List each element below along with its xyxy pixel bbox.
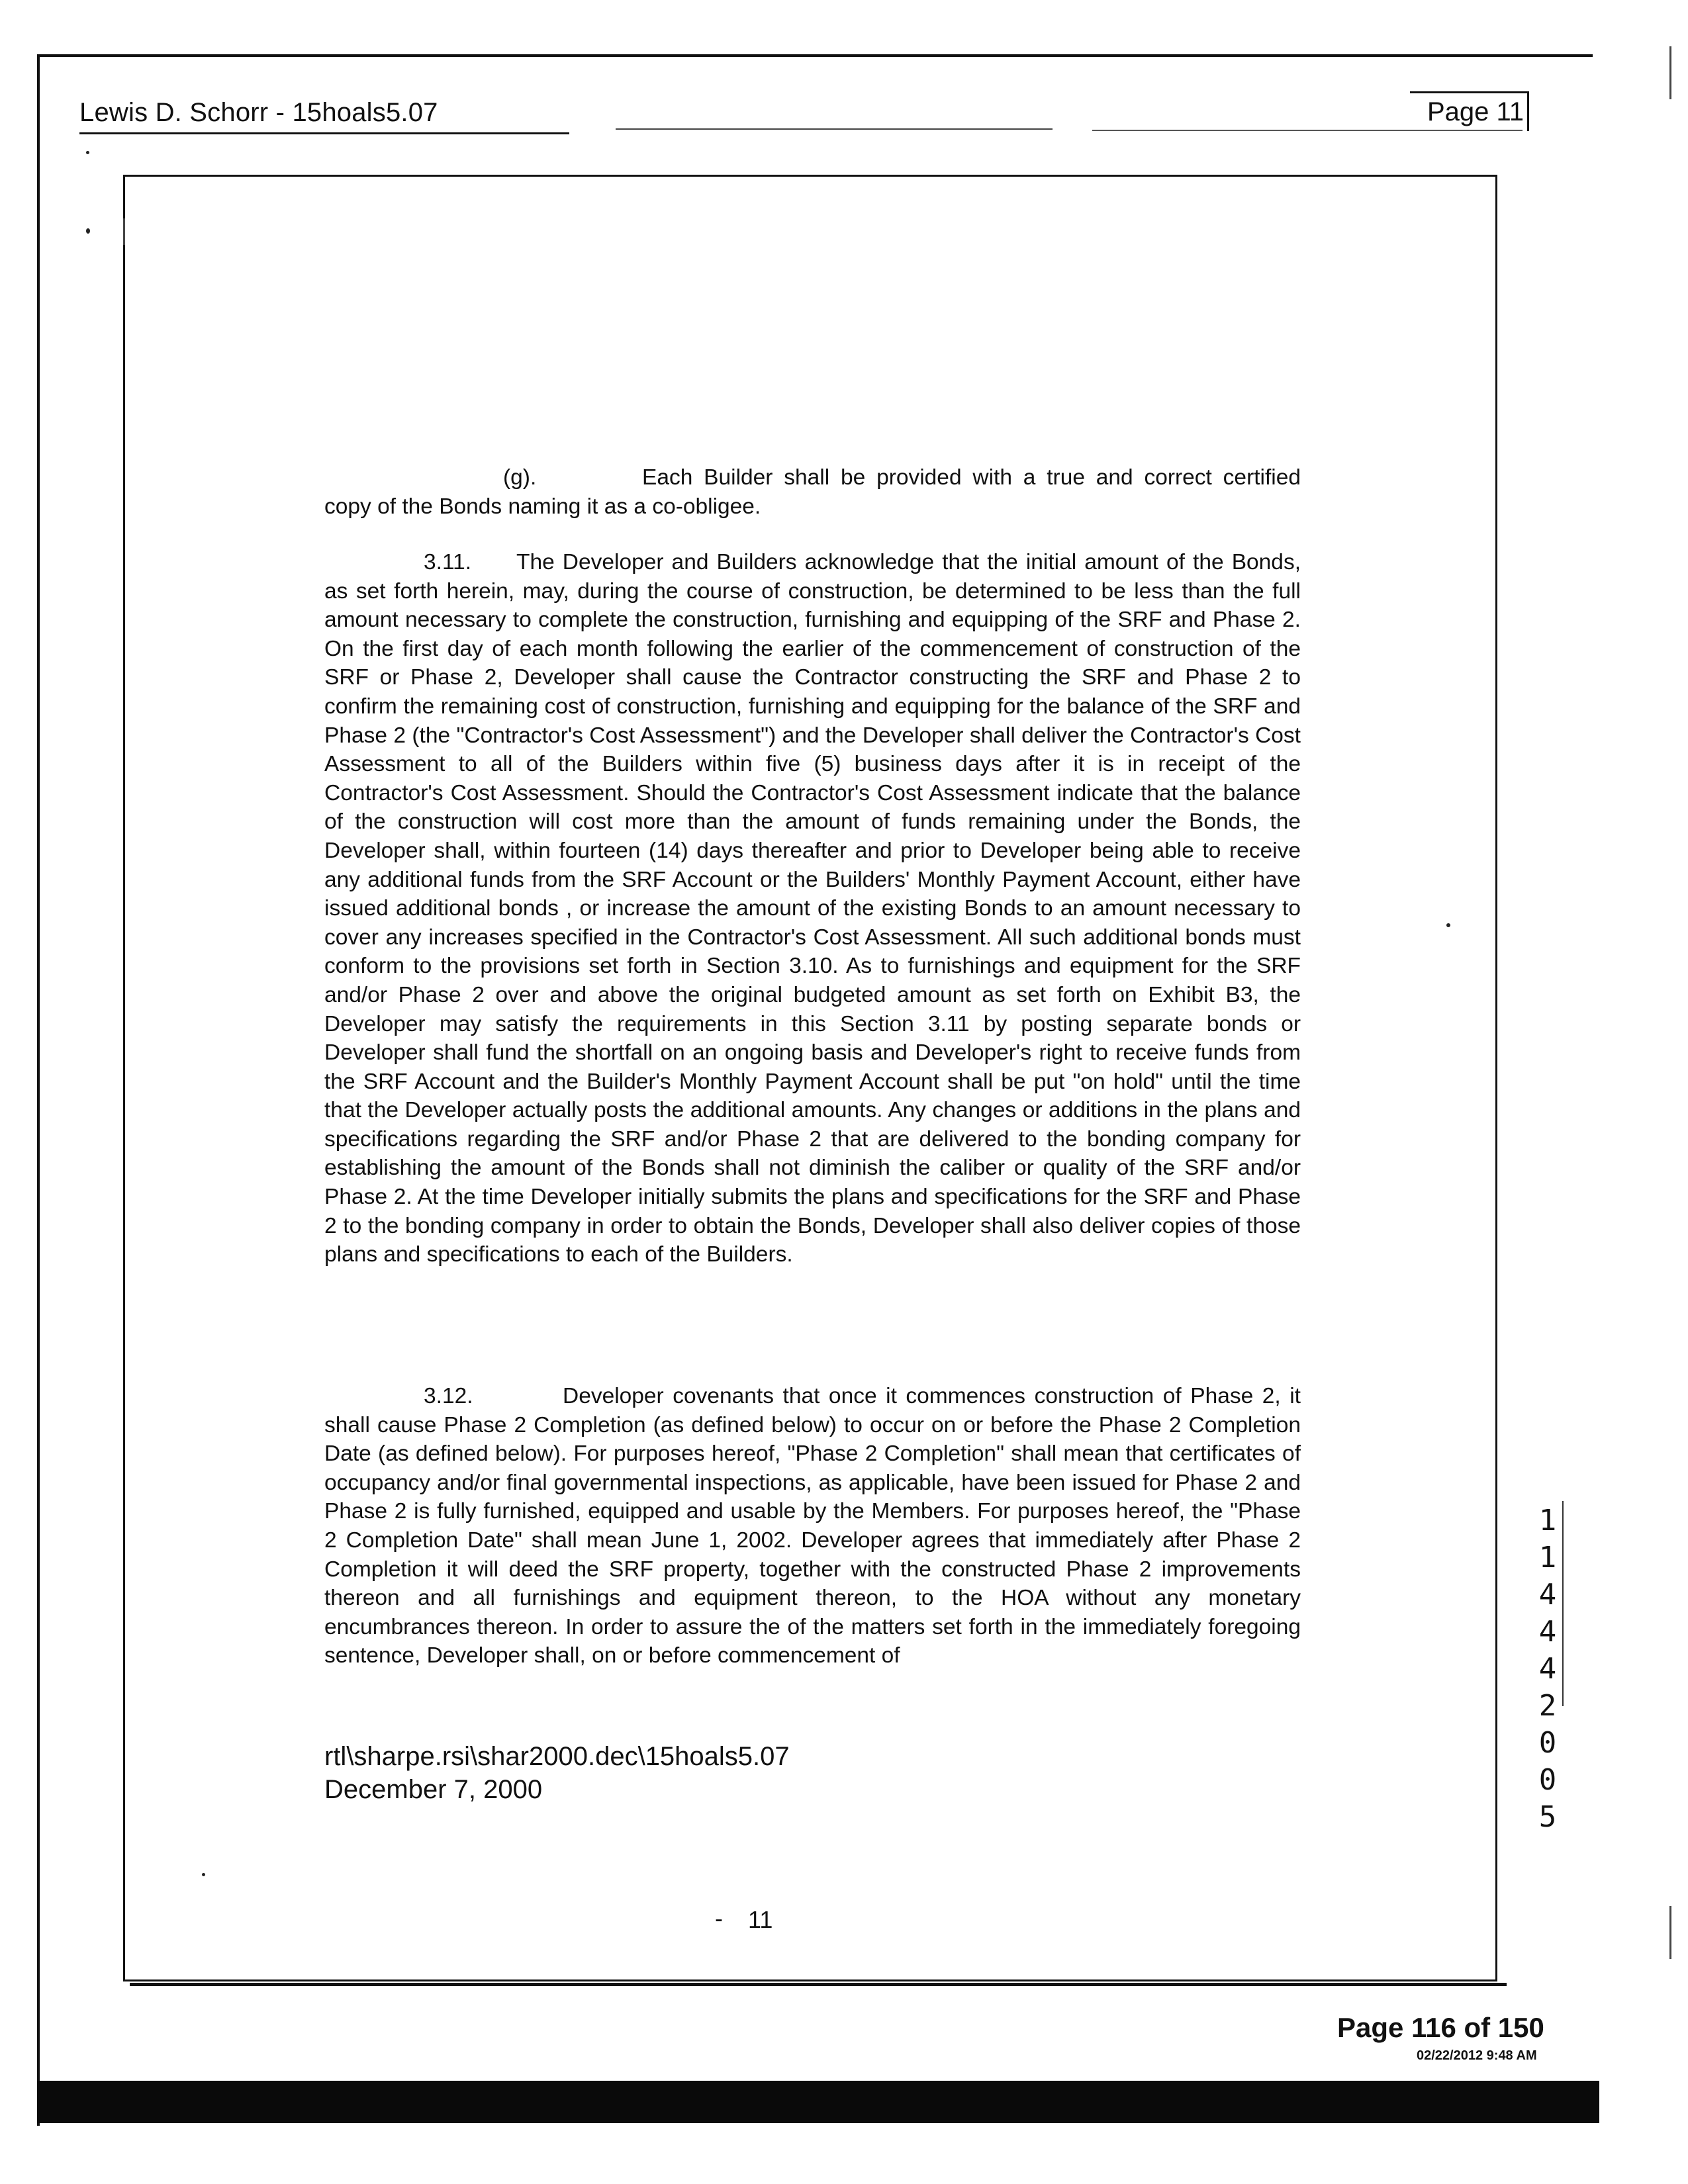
bates-stamp [1534,1502,1561,1836]
paragraph-3-11-text: The Developer and Builders acknowledge that the initial amount of the Bonds, as set forth herein, may, during the course of construction, be determined to be less than the full amount necessary to complete the construction, furnishing and equipping of the SRF and Phase 2. On the first day of each month following the earlier of the commencement of construction of the SRF or Phase 2, Developer shall cause the Contractor constructing the SRF and Phase 2 to confirm the remaining cost of construction, furnishing and equipping for the balance of the SRF and Phase 2 (the "Contractor's Cost Assessment") and the Developer shall deliver the Contractor's Cost Assessment to all of the Builders within five (5) business days after it is in receipt of the Contractor's Cost Assessment. Should the Contractor's Cost Assessment indicate that the balance of the construction will cost more than the amount of funds remaining under the Bonds, the Developer shall, within fourteen (14) days thereafter and prior to Developer being able to receive any additional funds from the SRF Account or the Builders' Monthly Payment Account, either have issued additional bonds , or increase the amount of the existing Bonds to an amount necessary to cover any increases specified in the Contractor's Cost Assessment. All such additional bonds must conform to the provisions set forth in Section 3.10. As to furnishings and equipment for the SRF and/or Phase 2 over and above the original budgeted amount as set forth on Exhibit B3, the Developer may satisfy the requirements in this Section 3.11 by posting separate bonds or Developer shall fund the shortfall on an ongoing basis and Developer's right to receive funds from the SRF Account and the Builder's Monthly Payment Account shall be put "on hold" until the time that the Developer actually posts the additional amounts. Any changes or additions in the plans and specifications regarding the SRF and/or Phase 2 that are delivered to the bonding company for establishing the amount of the Bonds shall not diminish the caliber or quality of the SRF and/or Phase 2. At the time Developer initially submits the plans and specifications for the SRF and Phase 2 to the bonding company in order to obtain the Bonds, Developer shall also deliver copies of those plans and specifications to each of the Builders. [324,550,1301,1267]
header-page-tab: Page 11 [1410,91,1529,131]
page-number-dash: - [715,1905,723,1932]
header-title: Lewis D. Schorr - 15hoals5.07 [79,98,438,127]
scan-speck [1446,923,1450,927]
paragraph-g-text: Each Builder shall be provided with a true and correct certified copy of the Bonds naming it as a co-obligee. [324,465,1301,519]
paragraph-3-12 [324,1382,1301,1670]
bates-margin-line [1562,1501,1564,1706]
paragraph-g-label: (g). [503,465,537,490]
recorder-timestamp: 02/22/2012 9:48 AM [1417,2048,1537,2063]
scan-margin-mark [123,218,125,245]
bates-digit: 4 [1538,1615,1557,1649]
bates-digit: 1 [1538,1541,1557,1574]
frame-left-rule [37,54,40,2126]
bates-digit: 2 [1538,1689,1557,1723]
scan-bottom-bar [37,2081,1599,2123]
paragraph-3-12-label: 3.12. [424,1384,473,1408]
bates-digit: 5 [1538,1800,1557,1834]
paragraph-3-11-label: 3.11. [424,550,472,574]
frame-top-rule [37,54,1593,57]
paragraph-3-11 [324,548,1301,1269]
page-number: 11 [748,1906,773,1933]
document-file-path: rtl\sharpe.rsi\shar2000.dec\15hoals5.07 [324,1742,790,1771]
bates-digit: 0 [1538,1726,1557,1760]
scan-speck [202,1873,205,1876]
bates-digit: 4 [1538,1652,1557,1686]
header-rule-middle [616,128,1053,130]
document-date: December 7, 2000 [324,1775,543,1804]
bates-digit: 4 [1538,1578,1557,1612]
bates-digit: 1 [1538,1504,1557,1537]
document-page-bottom-edge [130,1983,1507,1986]
scan-edge-mark [1669,46,1671,99]
paragraph-g [324,463,1301,521]
paragraph-3-12-text: Developer covenants that once it commences construction of Phase 2, it shall cause Phase 2 Completion (as defined below) to occur on or before the Phase 2 Completion Date (as defined below). For purposes hereof, "Phase 2 Completion" shall mean that certificates of occupancy and/or final governmental inspections, as applicable, have been issued for Phase 2 and Phase 2 is fully furnished, equipped and usable by the Members. For purposes hereof, the "Phase 2 Completion Date" shall mean June 1, 2002. Developer agrees that immediately after Phase 2 Completion it will deed the SRF property, together with the constructed Phase 2 improvements thereon and all furnishings and equipment thereon, to the HOA without any monetary encumbrances thereon. In order to assure the of the matters set forth in the immediately foregoing sentence, Developer shall, on or before commencement of [324,1384,1301,1668]
scan-edge-mark [1669,1906,1671,1959]
header-underline [79,132,569,134]
bates-digit: 0 [1538,1763,1557,1797]
recorder-page-count: Page 116 of 150 [1337,2012,1544,2043]
scan-speck [86,228,90,234]
scan-speck [86,151,89,154]
